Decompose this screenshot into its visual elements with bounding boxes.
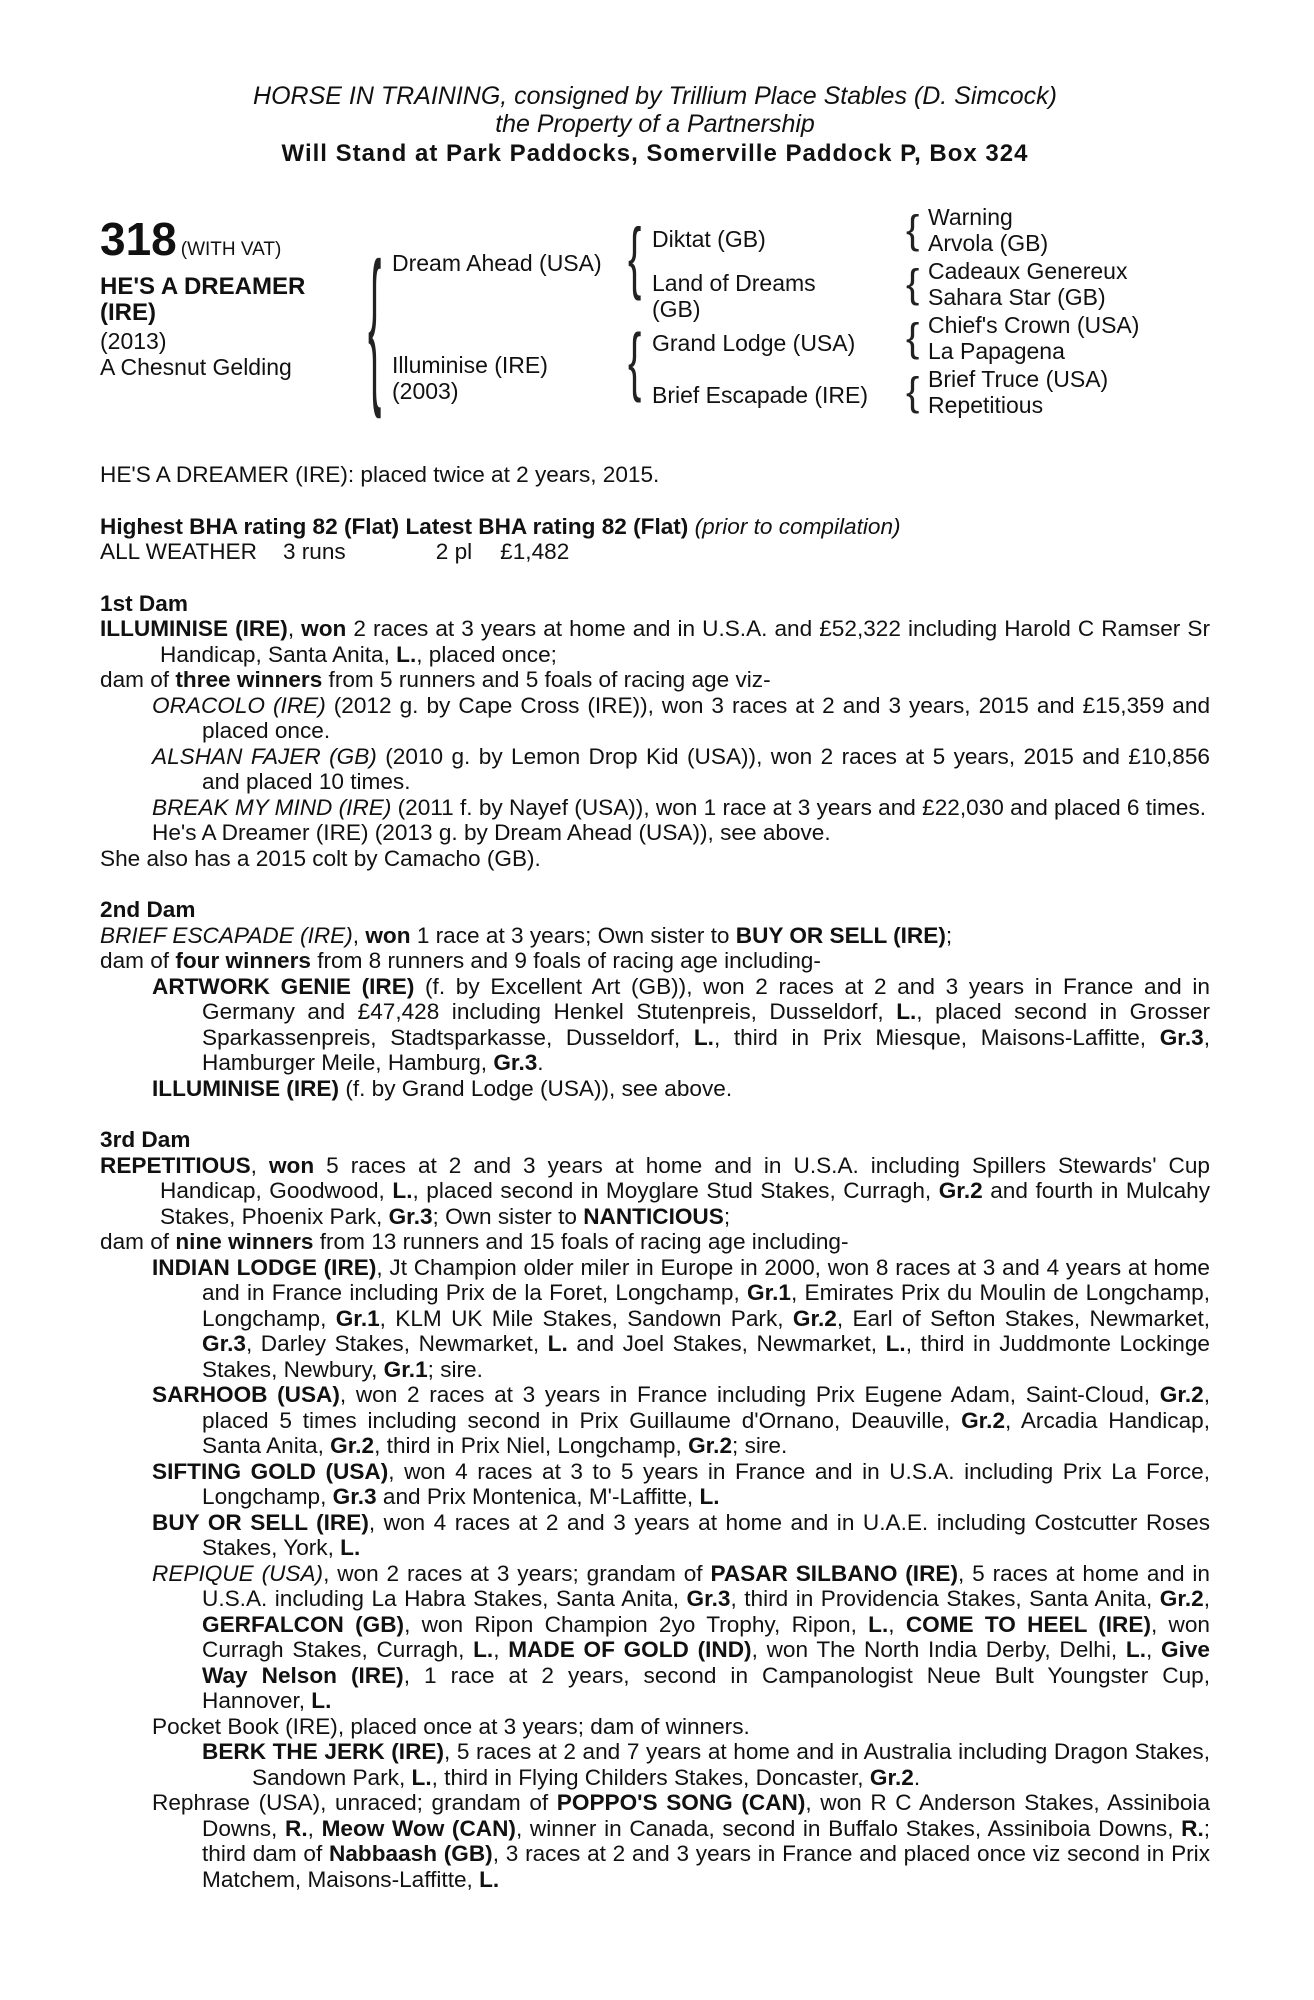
- record-text: 5 races at 2 and 3 years at home and in U.S.A. including Spillers Stewards' Cup Handicap, Goodwood,: [160, 1152, 1210, 1203]
- catalogue-page: [100, 82, 1210, 1892]
- produce-name: SARHOOB (USA): [152, 1382, 340, 1407]
- listed-mark: L.: [896, 999, 917, 1024]
- vat-label: (WITH VAT): [180, 239, 282, 260]
- third-dam-record: REPETITIOUS, won 5 races at 2 and 3 years at home and in U.S.A. including Spillers Stewards' Cup Handicap, Goodwood, L., placed second in Moyglare Stud Stakes, Curragh, Gr.2 and fourth in Mulcahy Stakes, Phoenix Park, Gr.3; Own sister to NANTICIOUS;: [100, 1152, 1211, 1229]
- grandchild-name: BERK THE JERK (IRE): [202, 1739, 444, 1764]
- grandchild-name: GERFALCON (GB): [202, 1611, 405, 1637]
- produce-count: from 13 runners and 15 foals of racing age including-: [319, 1229, 849, 1254]
- surface-record: [100, 539, 1210, 565]
- g3-la-papagena: La Papagena: [928, 338, 1065, 364]
- third-dam-produce-summary: [100, 1229, 1210, 1255]
- stand-line: Will Stand at Park Paddocks, Somerville Paddock P, Box 324: [281, 140, 1029, 167]
- group-mark: Gr.3: [202, 1331, 246, 1356]
- group-mark: Gr.1: [747, 1280, 791, 1305]
- horse-name: [100, 274, 340, 326]
- bha-ratings-text: Highest BHA rating 82 (Flat) Latest BHA rating 82 (Flat): [100, 513, 689, 539]
- produce-text: , Emirates Prix du Moulin de Longchamp, Longchamp,: [202, 1280, 1210, 1331]
- first-dam-name: ILLUMINISE (IRE): [100, 616, 288, 641]
- third-dam-name: REPETITIOUS: [100, 1152, 251, 1178]
- property-line: the Property of a Partnership: [495, 110, 815, 138]
- listed-mark: L.: [547, 1331, 568, 1356]
- produce-rephrase: [100, 1790, 1210, 1892]
- won-label: won: [301, 616, 347, 641]
- second-dam-produce-summary: [100, 948, 1210, 974]
- first-dam-produce-summary: [100, 667, 1210, 693]
- produce-text: , Arcadia Handicap, Santa Anita,: [202, 1407, 1210, 1458]
- produce-text: , 3 races at 2 and 3 years in France and placed once viz second in Prix Matchem, Maisons-Laffitte,: [202, 1841, 1210, 1892]
- produce-text: , Earl of Sefton Stakes, Newmarket,: [836, 1305, 1211, 1331]
- brace-gen3-2: {: [906, 262, 920, 306]
- grandchild-name: COME TO HEEL (IRE): [905, 1611, 1151, 1637]
- produce-name: BUY OR SELL (IRE): [152, 1509, 369, 1535]
- produce-text: , won Curragh Stakes, Curragh,: [202, 1611, 1210, 1662]
- produce-repique: [100, 1561, 1210, 1714]
- produce-text: (f. by Excellent Art (GB)), won 2 races at 2 and 3 years in France and in Germany and £47,428 including Henkel Stutenpreis, Dusseldorf,: [202, 973, 1210, 1024]
- group-mark: Gr.2: [330, 1433, 375, 1458]
- grandchild-name: PASAR SILBANO (IRE): [710, 1560, 958, 1586]
- produce-text: , third in Flying Childers Stakes, Doncaster,: [431, 1764, 864, 1790]
- dam-of-label: dam of: [100, 948, 170, 973]
- produce-text: , won 4 races at 3 to 5 years in France and in U.S.A. including Prix La Force, Longchamp,: [202, 1458, 1210, 1509]
- g3-cadeaux: Cadeaux Genereux: [928, 258, 1128, 284]
- produce-text: (2010 g. by Lemon Drop Kid (USA)), won 2 races at 5 years, 2015 and £10,856 and placed 10 times.: [202, 743, 1210, 794]
- produce-text: ,: [307, 1815, 314, 1841]
- group-mark: Gr.1: [383, 1356, 428, 1382]
- horse-name-line1: HE'S A DREAMER: [100, 273, 306, 300]
- won-label: won: [268, 1152, 315, 1178]
- listed-mark: L.: [885, 1331, 906, 1356]
- produce-break-my-mind: [100, 795, 1210, 821]
- grandchild-name: Give Way Nelson (IRE): [202, 1637, 1210, 1688]
- produce-name: REPIQUE (USA): [152, 1560, 324, 1586]
- sire-dam-name: Land of Dreams: [652, 270, 816, 296]
- produce-oracolo: [100, 693, 1210, 744]
- produce-text: ,: [888, 1611, 895, 1637]
- produce-text: (2012 g. by Cape Cross (IRE)), won 3 races at 2 and 3 years, 2015 and £15,359 and placed once.: [202, 692, 1211, 743]
- second-dam-record: BRIEF ESCAPADE (IRE), won 1 race at 3 years; Own sister to BUY OR SELL (IRE);: [100, 922, 953, 948]
- bha-ratings: [100, 514, 1210, 540]
- first-dam-section: [100, 591, 1210, 872]
- sire-sire-name: Diktat (GB): [652, 226, 766, 252]
- produce-text: , third in Prix Miesque, Maisons-Laffitte,: [713, 1024, 1147, 1050]
- produce-count: from 8 runners and 9 foals of racing age including-: [317, 948, 821, 973]
- record-text: , placed second in Moyglare Stud Stakes, Curragh,: [412, 1178, 932, 1203]
- produce-text: , 1 race at 2 years, second in Campanologist Neue Bult Youngster Cup, Hannover,: [202, 1662, 1210, 1713]
- sister-name: NANTICIOUS: [583, 1203, 724, 1229]
- produce-text: ; third dam of: [202, 1815, 1211, 1866]
- dam-name: Illuminise (IRE): [392, 352, 548, 378]
- produce-sifting-gold: [100, 1459, 1210, 1510]
- produce-text: (f. by Grand Lodge (USA)), see above.: [345, 1075, 733, 1101]
- listed-mark: L.: [868, 1611, 889, 1637]
- produce-text: , won Ripon Champion 2yo Trophy, Ripon,: [404, 1611, 857, 1637]
- brace-gen2-sire: {: [628, 214, 642, 302]
- listed-mark: L.: [311, 1688, 332, 1713]
- listed-mark: L.: [473, 1637, 494, 1662]
- produce-name: ILLUMINISE (IRE): [152, 1075, 340, 1101]
- produce-text: , 5 races at home and in U.S.A. including La Habra Stakes, Santa Anita,: [202, 1560, 1210, 1611]
- first-dam-text-end: , placed once;: [416, 641, 557, 667]
- second-dam-text: 1 race at 3 years; Own sister to: [416, 922, 730, 948]
- first-dam-colt-note: She also has a 2015 colt by Camacho (GB).: [100, 845, 541, 871]
- produce-buy-or-sell: [100, 1510, 1210, 1561]
- group-mark: Gr.3: [388, 1203, 433, 1229]
- pedigree-block: [100, 204, 1210, 462]
- record-text: ; Own sister to: [432, 1203, 577, 1229]
- produce-text: , third in Providencia Stakes, Santa Anita,: [730, 1586, 1153, 1611]
- dam-dam-name: Brief Escapade (IRE): [652, 382, 869, 408]
- produce-pocket-book: Pocket Book (IRE), placed once at 3 years; dam of winners.: [152, 1713, 750, 1739]
- produce-name: INDIAN LODGE (IRE): [152, 1254, 377, 1280]
- group-mark: Gr.1: [335, 1305, 380, 1331]
- produce-text: ,: [1145, 1637, 1153, 1662]
- produce-text: and Joel Stakes, Newmarket,: [576, 1331, 878, 1356]
- produce-text: , third in Prix Niel, Longchamp,: [374, 1433, 682, 1458]
- record-text: and fourth in Mulcahy Stakes, Phoenix Park,: [160, 1178, 1211, 1229]
- listed-mark: L.: [340, 1535, 361, 1560]
- grandchild-name: Nabbaash (GB): [329, 1841, 493, 1866]
- produce-illuminise: [100, 1076, 1210, 1102]
- produce-text: , Jt Champion older miler in Europe in 2000, won 8 races at 3 and 4 years at home and in France including Prix de la Foret, Longchamp,: [202, 1254, 1210, 1305]
- surface: ALL WEATHER: [100, 539, 257, 564]
- first-dam-record: ILLUMINISE (IRE), won 2 races at 3 years at home and in U.S.A. and £52,322 including Harold C Ramser Sr Handicap, Santa Anita, L., placed once;: [100, 616, 1210, 667]
- produce-text: , won 2 races at 3 years in France including Prix Eugene Adam, Saint-Cloud,: [339, 1382, 1151, 1407]
- produce-text: , winner in Canada, second in Buffalo Stakes, Assiniboia Downs,: [515, 1815, 1174, 1841]
- runs: 3 runs: [282, 539, 346, 564]
- prize-money: £1,482: [500, 539, 570, 564]
- brace-gen3-4: {: [906, 370, 920, 414]
- record-text: ;: [723, 1203, 731, 1229]
- second-dam-heading: 2nd Dam: [100, 897, 196, 922]
- g3-arvola: Arvola (GB): [928, 230, 1049, 256]
- listed-mark: L.: [1125, 1637, 1146, 1662]
- ratings-note: (prior to compilation): [694, 513, 901, 539]
- produce-name: ALSHAN FAJER (GB): [152, 743, 377, 769]
- sire-name: Dream Ahead (USA): [392, 250, 602, 276]
- consignor-line: HORSE IN TRAINING, consigned by Trillium Place Stables (D. Simcock): [253, 82, 1057, 110]
- produce-alshan-fajer: [100, 744, 1210, 795]
- produce-text: , 5 races at 2 and 7 years at home and in Australia including Dragon Stakes, Sandown Park,: [252, 1739, 1210, 1790]
- brace-gen2-dam: {: [628, 320, 642, 404]
- brace-gen1: {: [368, 232, 382, 422]
- produce-text: , Darley Stakes, Newmarket,: [245, 1331, 540, 1356]
- grandchild-name: Meow Wow (CAN): [321, 1815, 516, 1841]
- brace-gen3-1: {: [906, 208, 920, 252]
- semicolon: ;: [945, 922, 953, 948]
- page-header: [100, 82, 1210, 168]
- grandchild-berk-the-jerk: [100, 1739, 1210, 1790]
- dam-sire-name: Grand Lodge (USA): [652, 330, 856, 356]
- produce-text: , won 2 races at 3 years; grandam of: [323, 1560, 703, 1586]
- winners-count: three winners: [175, 667, 323, 692]
- group-mark: Gr.2: [938, 1178, 983, 1203]
- restricted-mark: R.: [285, 1815, 308, 1841]
- winners-count: four winners: [175, 948, 311, 973]
- group-mark: Gr.3: [332, 1484, 377, 1509]
- g3-chiefs-crown: Chief's Crown (USA): [928, 312, 1140, 338]
- produce-text: ; sire.: [427, 1356, 483, 1382]
- grandchild-name: MADE OF GOLD (IND): [508, 1637, 752, 1662]
- produce-text: , placed 5 times including second in Prix Guillaume d'Ornano, Deauville,: [202, 1382, 1210, 1433]
- restricted-mark: R.: [1181, 1815, 1204, 1841]
- group-mark: Gr.2: [961, 1407, 1006, 1433]
- horse-name-line2: (IRE): [100, 299, 156, 326]
- produce-hes-a-dreamer: He's A Dreamer (IRE) (2013 g. by Dream Ahead (USA)), see above.: [152, 820, 831, 845]
- produce-text: and Prix Montenica, M'-Laffitte,: [382, 1484, 694, 1509]
- group-mark: Gr.2: [869, 1764, 914, 1790]
- lot-number: 318: [100, 213, 177, 265]
- produce-text: .: [537, 1050, 544, 1075]
- group-mark: Gr.3: [493, 1050, 538, 1075]
- places: 2 pl: [435, 539, 473, 564]
- produce-text: , third in Juddmonte Lockinge Stakes, Newbury,: [202, 1331, 1210, 1382]
- first-dam-text: 2 races at 3 years at home and in U.S.A. and £52,322 including Harold C Ramser Sr Handicap, Santa Anita,: [160, 616, 1210, 667]
- foaling-year: (2013): [100, 328, 167, 354]
- lot-number-block: [100, 212, 281, 266]
- sister-name: BUY OR SELL (IRE): [735, 922, 946, 948]
- listed-mark: L.: [479, 1866, 500, 1892]
- second-dam-section: [100, 897, 1210, 1101]
- catalogue-body: [100, 462, 1210, 1892]
- group-mark: Gr.2: [688, 1433, 733, 1458]
- produce-text: ,: [1203, 1586, 1210, 1611]
- listed-mark: L.: [693, 1024, 714, 1050]
- won-label: won: [365, 922, 411, 948]
- g3-repetitious: Repetitious: [928, 392, 1044, 418]
- produce-indian-lodge: [100, 1255, 1210, 1383]
- horse-description: A Chesnut Gelding: [100, 354, 292, 380]
- produce-text: , won 4 races at 2 and 3 years at home and in U.A.E. including Costcutter Roses Stakes, York,: [202, 1509, 1211, 1560]
- ratings-block: [100, 514, 1210, 565]
- produce-sarhoob: [100, 1382, 1210, 1459]
- g3-warning: Warning: [928, 204, 1013, 230]
- produce-text: .: [913, 1764, 921, 1790]
- produce-artwork-genie: [100, 974, 1210, 1076]
- group-mark: Gr.2: [1159, 1382, 1204, 1407]
- listed-mark: L.: [411, 1764, 432, 1790]
- produce-text: , Hamburger Meile, Hamburg,: [202, 1024, 1210, 1075]
- produce-name: ORACOLO (IRE): [152, 692, 326, 718]
- produce-text: ; sire.: [732, 1433, 788, 1458]
- group-mark: Gr.2: [792, 1305, 837, 1331]
- listed-mark: L.: [392, 1178, 413, 1203]
- sire-dam-country: (GB): [652, 296, 701, 322]
- produce-text: Rephrase (USA), unraced; grandam of: [152, 1790, 549, 1815]
- third-dam-heading: 3rd Dam: [100, 1127, 191, 1152]
- produce-text: ,: [493, 1637, 500, 1662]
- g3-sahara: Sahara Star (GB): [928, 284, 1106, 310]
- first-dam-heading: 1st Dam: [100, 590, 188, 616]
- dam-of-label: dam of: [100, 667, 170, 692]
- listed-mark: L.: [699, 1484, 720, 1509]
- produce-text: , placed second in Grosser Sparkassenpreis, Stadtsparkasse, Dusseldorf,: [202, 999, 1210, 1050]
- produce-name: BREAK MY MIND (IRE): [152, 794, 392, 820]
- listed-mark: L.: [396, 641, 417, 667]
- g3-brief-truce: Brief Truce (USA): [928, 366, 1109, 392]
- dam-year: (2003): [392, 378, 459, 404]
- third-dam-section: [100, 1127, 1210, 1892]
- group-mark: Gr.3: [686, 1586, 731, 1611]
- produce-text: (2011 f. by Nayef (USA)), won 1 race at 3 years and £22,030 and placed 6 times.: [397, 794, 1207, 820]
- second-dam-name: BRIEF ESCAPADE (IRE): [100, 922, 353, 948]
- group-mark: Gr.2: [1159, 1586, 1204, 1611]
- brace-gen3-3: {: [906, 316, 920, 360]
- produce-name: ARTWORK GENIE (IRE): [152, 973, 415, 999]
- produce-text: , won The North India Derby, Delhi,: [751, 1637, 1118, 1662]
- produce-text: , KLM UK Mile Stakes, Sandown Park,: [379, 1305, 784, 1331]
- group-mark: Gr.3: [1159, 1024, 1204, 1050]
- produce-count: from 5 runners and 5 foals of racing age viz-: [328, 667, 771, 692]
- winners-count: nine winners: [175, 1229, 314, 1254]
- race-summary: HE'S A DREAMER (IRE): placed twice at 2 years, 2015.: [100, 462, 660, 487]
- produce-name: SIFTING GOLD (USA): [152, 1458, 389, 1484]
- produce-text: , won R C Anderson Stakes, Assiniboia Downs,: [202, 1790, 1211, 1841]
- dam-of-label: dam of: [100, 1229, 170, 1254]
- grandchild-name: POPPO'S SONG (CAN): [556, 1790, 806, 1815]
